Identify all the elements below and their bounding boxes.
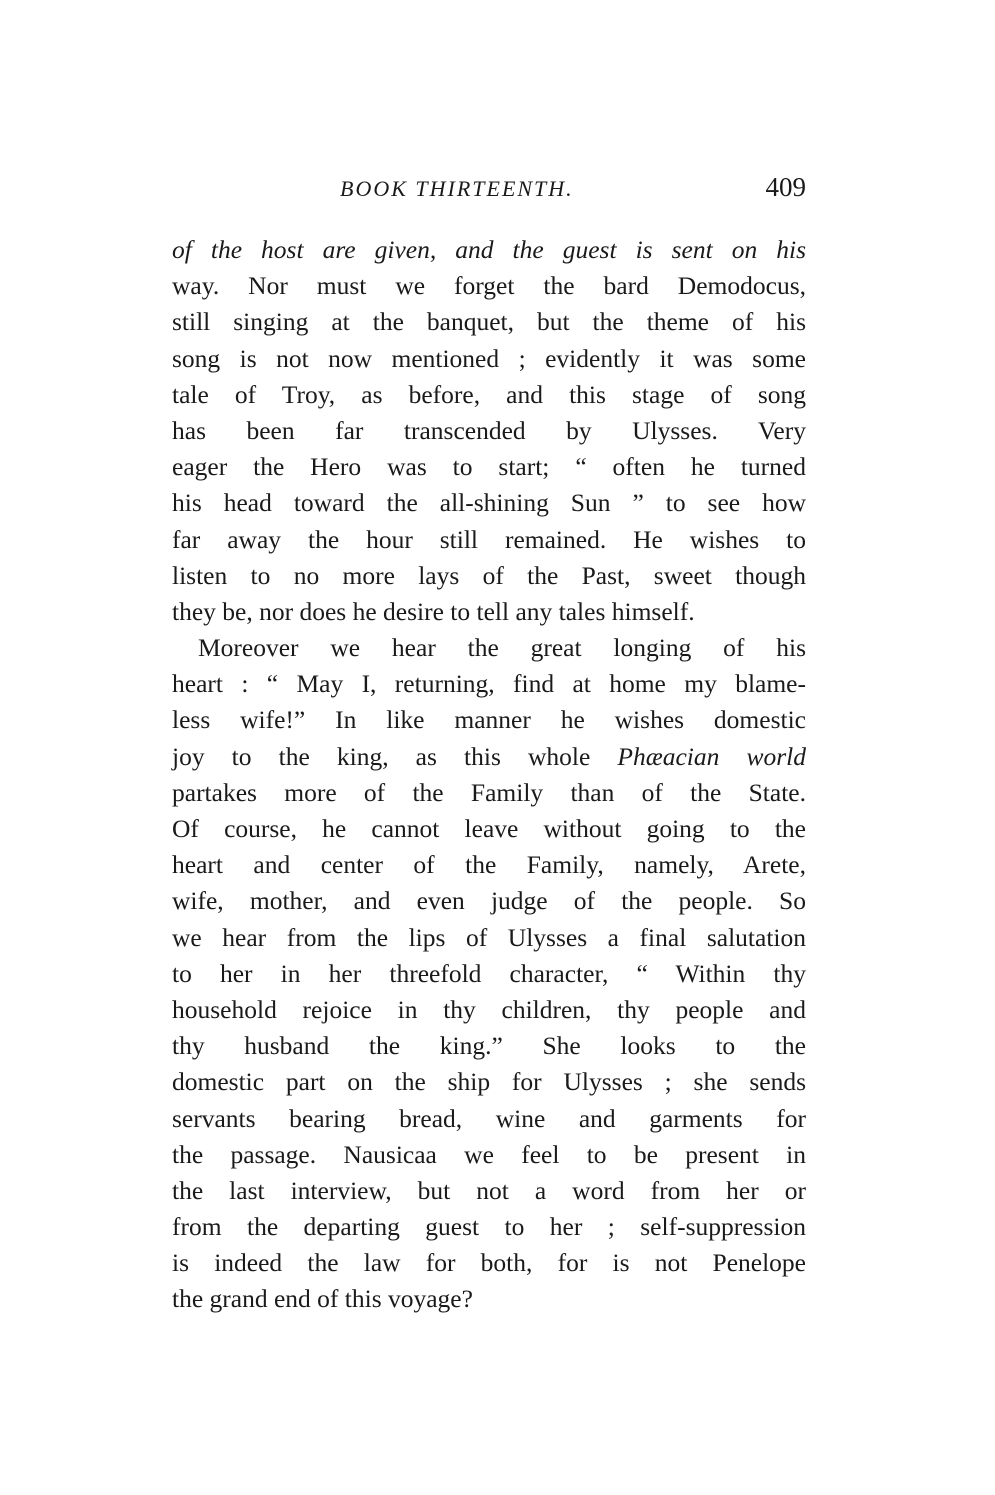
- text-line: thy husband the king.” She looks to the: [172, 1031, 806, 1061]
- text-line: listen to no more lays of the Past, sweet though: [172, 560, 806, 590]
- body-text: [172, 232, 806, 1318]
- text-line: song is not now mentioned ; evidently it was some: [172, 343, 806, 373]
- running-head: [172, 172, 806, 210]
- text-line: household rejoice in thy children, thy people and: [172, 994, 806, 1024]
- text-line: wife, mother, and even judge of the people. So: [172, 886, 806, 916]
- running-title: BOOK THIRTEENTH.: [340, 176, 574, 201]
- text-line: we hear from the lips of Ulysses a final salutation: [172, 922, 806, 952]
- text-line: heart : “ May I, returning, find at home my blame-: [172, 669, 806, 699]
- text-line-italic: Phæacian world: [617, 741, 806, 771]
- text-line: his head toward the all-shining Sun ” to see how: [172, 488, 806, 518]
- text-line: the grand end of this voyage?: [172, 1284, 473, 1314]
- text-line: is indeed the law for both, for is not Penelope: [172, 1248, 806, 1278]
- text-line: Of course, he cannot leave without going to the: [172, 814, 806, 843]
- text-line: partakes more of the Family than of the State.: [172, 777, 806, 807]
- text-line: less wife!” In like manner he wishes domestic: [172, 705, 806, 735]
- text-line: to her in her threefold character, “ Within thy: [172, 958, 806, 988]
- text-line: they be, nor does he desire to tell any tales himself.: [172, 596, 695, 626]
- text-line: has been far transcended by Ulysses. Very: [172, 415, 806, 445]
- text-line: the last interview, but not a word from her or: [172, 1175, 806, 1205]
- text-line: domestic part on the ship for Ulysses ; she sends: [172, 1067, 806, 1097]
- text-line: the passage. Nausicaa we feel to be present in: [172, 1139, 806, 1169]
- text-line: far away the hour still remained. He wishes to: [172, 524, 806, 554]
- text-line: Moreover we hear the great longing of his: [198, 633, 806, 663]
- text-line: still singing at the banquet, but the theme of his: [172, 307, 806, 337]
- text-line: way. Nor must we forget the bard Demodocus,: [172, 271, 806, 301]
- text-line: from the departing guest to her ; self-suppression: [172, 1212, 806, 1242]
- text-line: tale of Troy, as before, and this stage of song: [172, 379, 806, 409]
- page-number: 409: [765, 172, 806, 202]
- text-line: heart and center of the Family, namely, Arete,: [172, 850, 806, 880]
- text-line: servants bearing bread, wine and garments for: [172, 1103, 806, 1133]
- text-line-plain: joy to the king, as this whole: [172, 741, 618, 771]
- text-line: of the host are given, and the guest is sent on his: [172, 235, 806, 264]
- text-line: eager the Hero was to start; “ often he turned: [172, 452, 806, 482]
- text-line: [172, 739, 806, 775]
